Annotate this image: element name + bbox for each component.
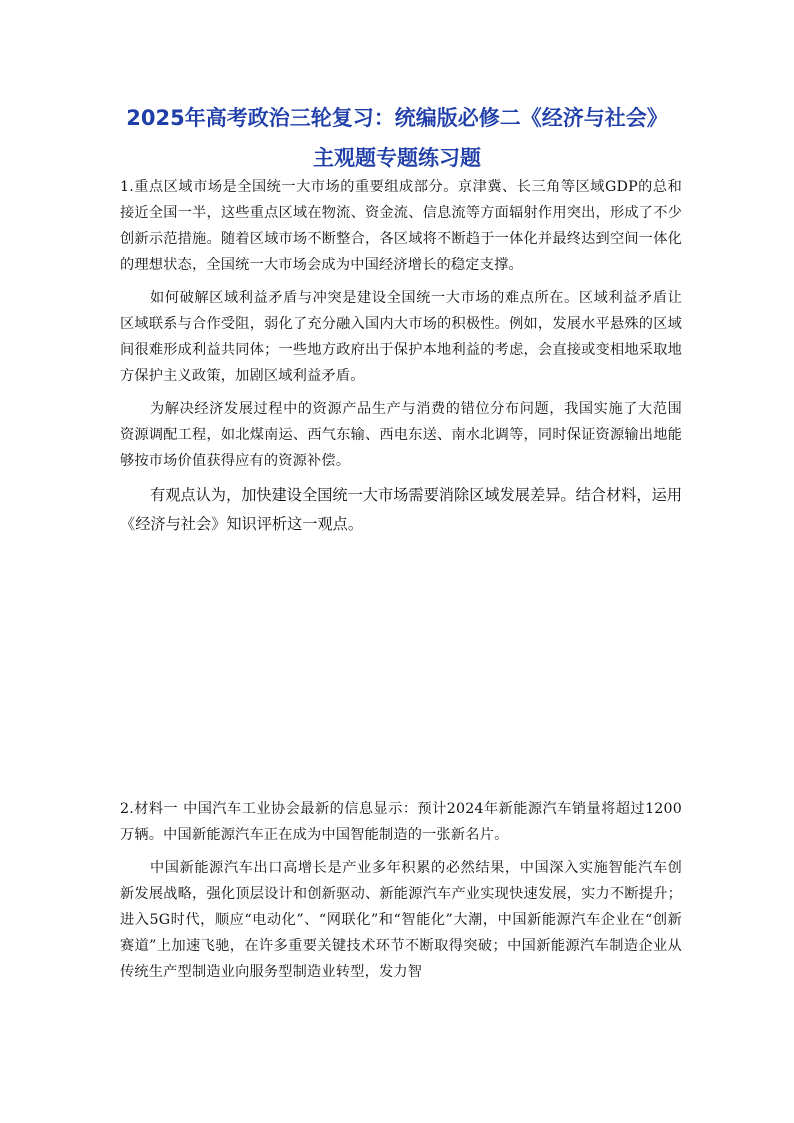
question-1-prompt: 有观点认为，加快建设全国统一大市场需要消除区域发展差异。结合材料，运用《经济与社会》知识评析这一观点。 — [120, 486, 682, 533]
question-2-paragraph-1: 2.材料一 中国汽车工业协会最新的信息显示：预计2024年新能源汽车销量将超过1200万辆。中国新能源汽车正在成为中国智能制造的一张新名片。 — [120, 801, 682, 843]
document-title-line2: 主观题专题练习题 — [313, 146, 481, 170]
question-2 — [120, 796, 682, 992]
question-1-paragraph-2: 如何破解区域利益矛盾与冲突是建设全国统一大市场的难点所在。区域利益矛盾让区域联系与合作受阻，弱化了充分融入国内大市场的积极性。例如，发展水平悬殊的区域间很难形成利益共同体；一些地方政府出于保护本地利益的考虑，会直接或变相地采取地方保护主义政策，加剧区域利益矛盾。 — [120, 290, 682, 384]
document-title-line1: 2025年高考政治三轮复习：统编版必修二《经济与社会》 — [126, 106, 668, 130]
question-2-paragraph-2: 中国新能源汽车出口高增长是产业多年积累的必然结果，中国深入实施智能汽车创新发展战略，强化顶层设计和创新驱动、新能源汽车产业实现快速发展，实力不断提升；进入5G时代，顺应“电动化”、“网联化”和“智能化”大潮，中国新能源汽车企业在“创新赛道”上加速飞驰，在许多重要关键技术环节不断取得突破；中国新能源汽车制造企业从传统生产型制造业向服务型制造业转型，发力智 — [120, 860, 682, 980]
question-1 — [120, 174, 682, 539]
question-1-paragraph-3: 为解决经济发展过程中的资源产品生产与消费的错位分布问题，我国实施了大范围资源调配工程，如北煤南运、西气东输、西电东送、南水北调等，同时保证资源输出地能够按市场价值获得应有的资源补偿。 — [120, 401, 682, 469]
question-1-paragraph-1: 1.重点区域市场是全国统一大市场的重要组成部分。京津冀、长三角等区域GDP的总和接近全国一半，这些重点区域在物流、资金流、信息流等方面辐射作用突出，形成了不少创新示范措施。随着区域市场不断整合，各区域将不断趋于一体化并最终达到空间一体化的理想状态，全国统一大市场会成为中国经济增长的稳定支撑。 — [120, 179, 682, 273]
